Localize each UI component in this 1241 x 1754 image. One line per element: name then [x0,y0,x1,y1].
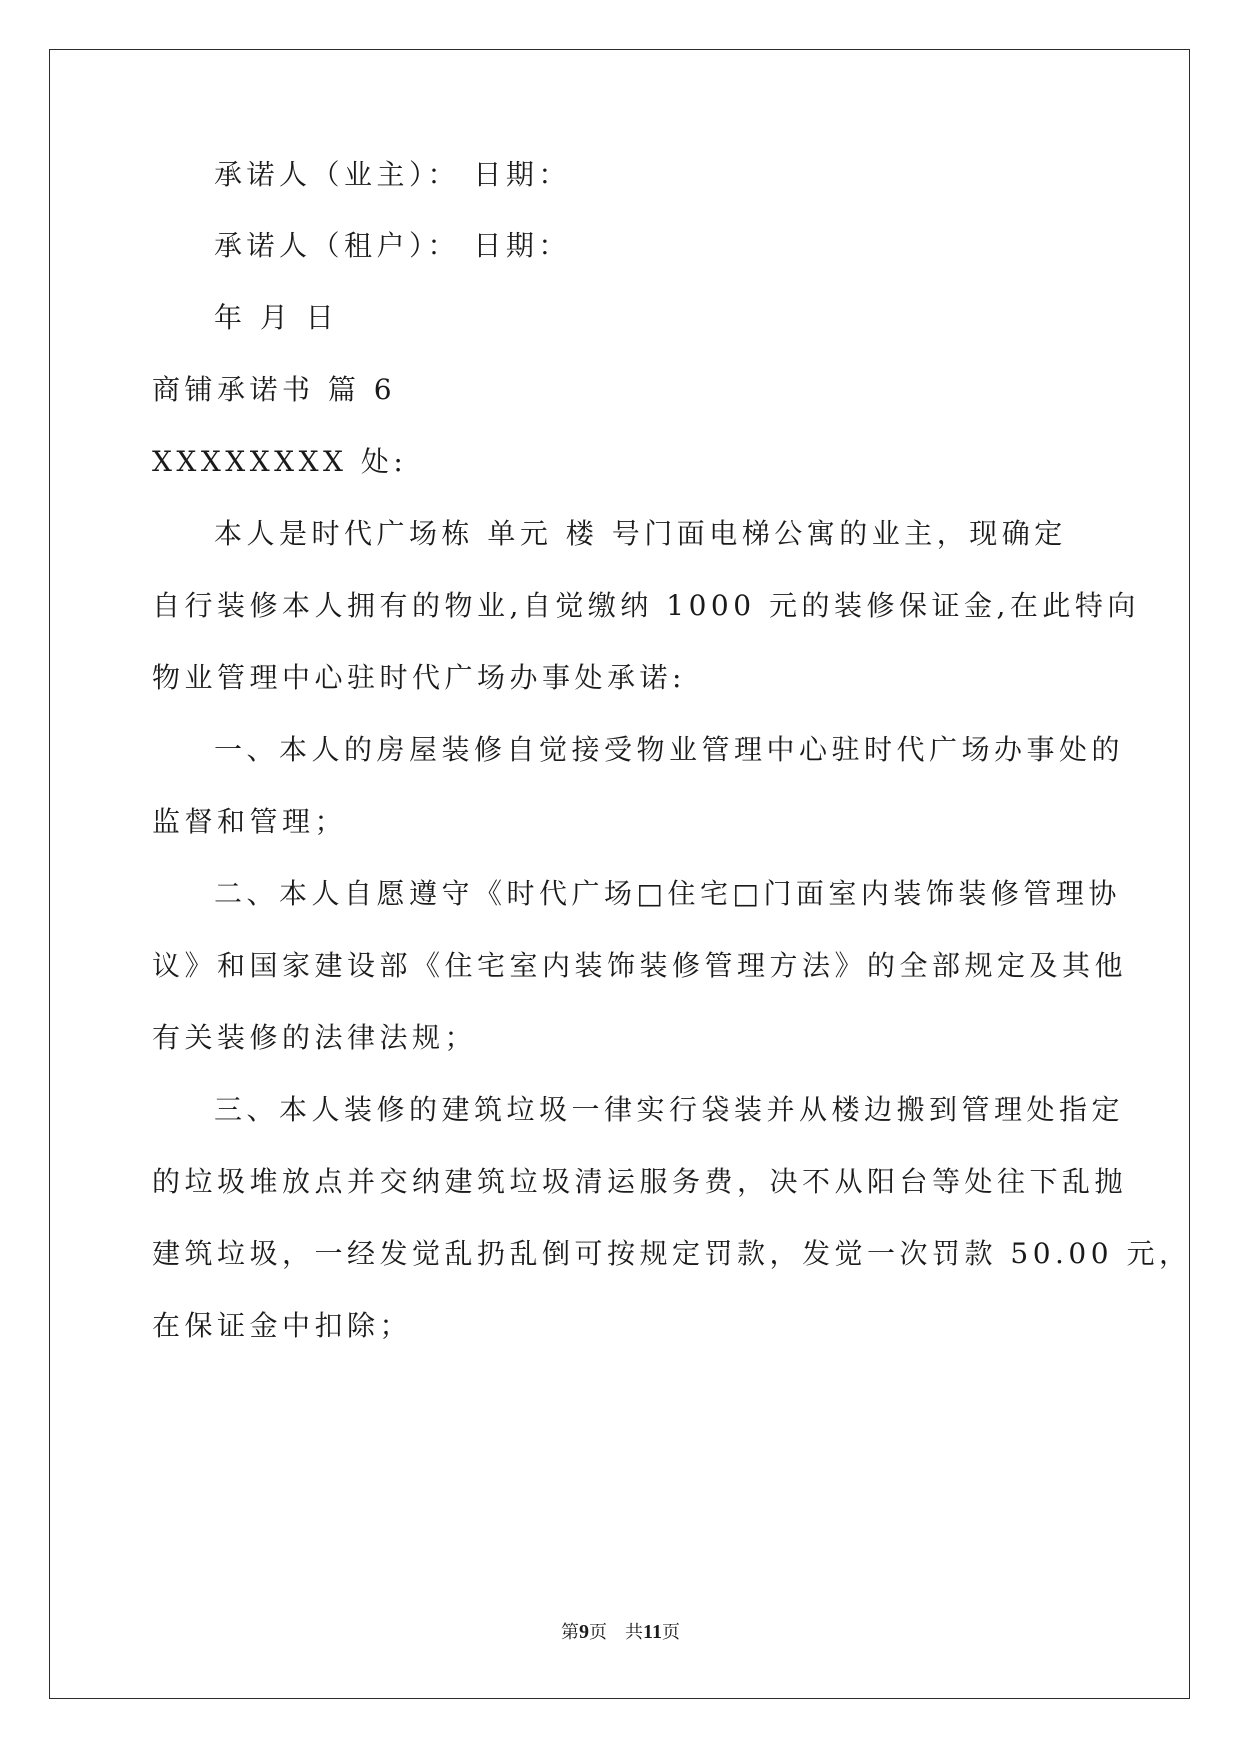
paragraph-line: 建筑垃圾，一经发觉乱扔乱倒可按规定罚款，发觉一次罚款 50.00 元， [152,1237,1192,1270]
paragraph-line: 自行装修本人拥有的物业,自觉缴纳 1000 元的装修保证金,在此特向 [152,589,1140,622]
signature-owner-line: 承诺人（业主）： 日期： [214,158,571,191]
date-line: 年 月 日 [214,301,339,334]
paragraph-line: 的垃圾堆放点并交纳建筑垃圾清运服务费，决不从阳台等处往下乱抛 [152,1165,1128,1198]
section-heading: 商铺承诺书 篇 6 [152,373,397,406]
total-pages-label: 共11页 [625,1621,680,1643]
paragraph-line: 有关装修的法律法规； [152,1021,478,1054]
page-number-label: 第9页 [561,1621,608,1643]
paragraph-line: 二、本人自愿遵守《时代广场□住宅□门面室内装饰装修管理协 [214,877,1121,910]
paragraph-line: 本人是时代广场栋 单元 楼 号门面电梯公寓的业主，现确定 [214,517,1067,550]
paragraph-line: 监督和管理； [152,805,348,838]
paragraph-line: 议》和国家建设部《住宅室内装饰装修管理方法》的全部规定及其他 [152,949,1128,982]
paragraph-line: 三、本人装修的建筑垃圾一律实行袋装并从楼边搬到管理处指定 [214,1093,1125,1126]
paragraph-line: 在保证金中扣除； [152,1309,413,1342]
signature-tenant-line: 承诺人（租户）： 日期： [214,229,571,262]
paragraph-line: 物业管理中心驻时代广场办事处承诺: [152,661,686,694]
page-footer [0,1620,1241,1645]
addressee-line: XXXXXXXX 处: [152,445,408,478]
page-border [49,49,1190,1699]
paragraph-line: 一、本人的房屋装修自觉接受物业管理中心驻时代广场办事处的 [214,733,1125,766]
